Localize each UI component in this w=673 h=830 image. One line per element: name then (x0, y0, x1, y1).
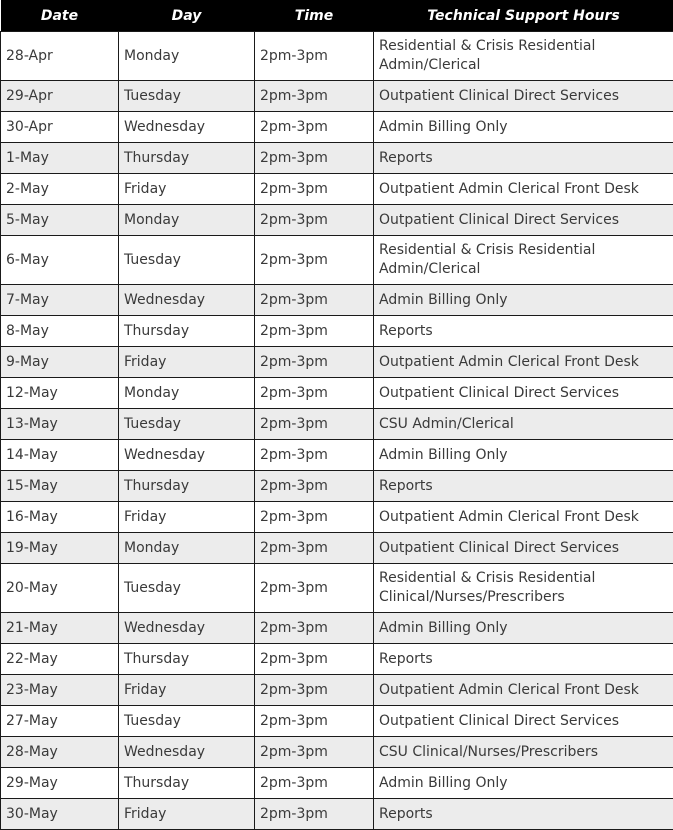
support-hours-cell: Admin Billing Only (374, 768, 673, 799)
table-row (1, 440, 673, 471)
day-cell: Friday (119, 174, 255, 205)
support-hours-cell: Outpatient Clinical Direct Services (374, 706, 673, 737)
table-row (1, 675, 673, 706)
day-column-header: Day (119, 0, 255, 32)
table-row (1, 143, 673, 174)
day-cell: Tuesday (119, 564, 255, 613)
support-hours-cell: Reports (374, 316, 673, 347)
date-cell: 29-May (1, 768, 119, 799)
support-hours-cell: Outpatient Clinical Direct Services (374, 378, 673, 409)
support-hours-cell: Outpatient Admin Clerical Front Desk (374, 347, 673, 378)
table-row (1, 799, 673, 830)
support-hours-cell: Residential & Crisis Residential Admin/Clerical (374, 236, 673, 285)
time-cell: 2pm-3pm (255, 799, 374, 830)
date-cell: 14-May (1, 440, 119, 471)
date-cell: 16-May (1, 502, 119, 533)
day-cell: Wednesday (119, 285, 255, 316)
date-cell: 30-May (1, 799, 119, 830)
table-body (1, 32, 673, 830)
day-cell: Friday (119, 799, 255, 830)
time-cell: 2pm-3pm (255, 236, 374, 285)
day-cell: Friday (119, 347, 255, 378)
table-row (1, 316, 673, 347)
date-cell: 23-May (1, 675, 119, 706)
table-row (1, 112, 673, 143)
time-cell: 2pm-3pm (255, 143, 374, 174)
day-cell: Wednesday (119, 737, 255, 768)
date-cell: 8-May (1, 316, 119, 347)
day-cell: Thursday (119, 143, 255, 174)
support-hours-cell: Outpatient Admin Clerical Front Desk (374, 174, 673, 205)
time-cell: 2pm-3pm (255, 564, 374, 613)
day-cell: Thursday (119, 768, 255, 799)
table-row (1, 205, 673, 236)
day-cell: Wednesday (119, 112, 255, 143)
time-cell: 2pm-3pm (255, 440, 374, 471)
support-hours-cell: CSU Clinical/Nurses/Prescribers (374, 737, 673, 768)
support-hours-cell: Outpatient Admin Clerical Front Desk (374, 675, 673, 706)
table-row (1, 706, 673, 737)
support-hours-cell: Outpatient Clinical Direct Services (374, 205, 673, 236)
date-cell: 19-May (1, 533, 119, 564)
support-hours-cell: Outpatient Admin Clerical Front Desk (374, 502, 673, 533)
date-cell: 15-May (1, 471, 119, 502)
table-row (1, 564, 673, 613)
day-cell: Monday (119, 533, 255, 564)
date-cell: 27-May (1, 706, 119, 737)
table-row (1, 644, 673, 675)
support-hours-cell: Admin Billing Only (374, 440, 673, 471)
time-cell: 2pm-3pm (255, 675, 374, 706)
time-cell: 2pm-3pm (255, 378, 374, 409)
day-cell: Tuesday (119, 706, 255, 737)
date-cell: 6-May (1, 236, 119, 285)
date-cell: 29-Apr (1, 81, 119, 112)
table-row (1, 236, 673, 285)
table-header (1, 0, 673, 32)
support-hours-cell: Reports (374, 799, 673, 830)
support-hours-column-header: Technical Support Hours (374, 0, 673, 32)
date-column-header: Date (1, 0, 119, 32)
day-cell: Friday (119, 502, 255, 533)
support-hours-cell: Admin Billing Only (374, 112, 673, 143)
support-hours-cell: Admin Billing Only (374, 285, 673, 316)
date-cell: 20-May (1, 564, 119, 613)
support-hours-cell: Reports (374, 471, 673, 502)
date-cell: 28-May (1, 737, 119, 768)
time-cell: 2pm-3pm (255, 706, 374, 737)
day-cell: Wednesday (119, 440, 255, 471)
table-row (1, 471, 673, 502)
time-cell: 2pm-3pm (255, 205, 374, 236)
date-cell: 22-May (1, 644, 119, 675)
date-cell: 9-May (1, 347, 119, 378)
date-cell: 5-May (1, 205, 119, 236)
table-row (1, 768, 673, 799)
time-cell: 2pm-3pm (255, 285, 374, 316)
time-cell: 2pm-3pm (255, 174, 374, 205)
date-cell: 2-May (1, 174, 119, 205)
time-cell: 2pm-3pm (255, 347, 374, 378)
table-row (1, 32, 673, 81)
time-cell: 2pm-3pm (255, 112, 374, 143)
day-cell: Wednesday (119, 613, 255, 644)
day-cell: Tuesday (119, 409, 255, 440)
date-cell: 30-Apr (1, 112, 119, 143)
support-hours-cell: Outpatient Clinical Direct Services (374, 81, 673, 112)
date-cell: 12-May (1, 378, 119, 409)
support-hours-cell: Outpatient Clinical Direct Services (374, 533, 673, 564)
day-cell: Tuesday (119, 236, 255, 285)
time-cell: 2pm-3pm (255, 613, 374, 644)
time-cell: 2pm-3pm (255, 409, 374, 440)
table-row (1, 409, 673, 440)
support-hours-cell: Reports (374, 644, 673, 675)
day-cell: Thursday (119, 316, 255, 347)
support-hours-cell: Admin Billing Only (374, 613, 673, 644)
time-cell: 2pm-3pm (255, 32, 374, 81)
header-row (1, 0, 673, 32)
support-hours-cell: CSU Admin/Clerical (374, 409, 673, 440)
day-cell: Tuesday (119, 81, 255, 112)
support-hours-cell: Residential & Crisis Residential Clinical/Nurses/Prescribers (374, 564, 673, 613)
table-row (1, 613, 673, 644)
support-hours-cell: Reports (374, 143, 673, 174)
day-cell: Thursday (119, 644, 255, 675)
time-cell: 2pm-3pm (255, 502, 374, 533)
time-cell: 2pm-3pm (255, 316, 374, 347)
table-row (1, 81, 673, 112)
time-column-header: Time (255, 0, 374, 32)
date-cell: 13-May (1, 409, 119, 440)
day-cell: Monday (119, 378, 255, 409)
table-row (1, 174, 673, 205)
date-cell: 1-May (1, 143, 119, 174)
time-cell: 2pm-3pm (255, 533, 374, 564)
day-cell: Thursday (119, 471, 255, 502)
table-row (1, 378, 673, 409)
time-cell: 2pm-3pm (255, 644, 374, 675)
date-cell: 28-Apr (1, 32, 119, 81)
date-cell: 7-May (1, 285, 119, 316)
day-cell: Monday (119, 32, 255, 81)
time-cell: 2pm-3pm (255, 471, 374, 502)
support-hours-cell: Residential & Crisis Residential Admin/Clerical (374, 32, 673, 81)
day-cell: Monday (119, 205, 255, 236)
time-cell: 2pm-3pm (255, 737, 374, 768)
date-cell: 21-May (1, 613, 119, 644)
time-cell: 2pm-3pm (255, 81, 374, 112)
day-cell: Friday (119, 675, 255, 706)
table-row (1, 285, 673, 316)
table-row (1, 502, 673, 533)
time-cell: 2pm-3pm (255, 768, 374, 799)
table-row (1, 737, 673, 768)
table-row (1, 533, 673, 564)
table-row (1, 347, 673, 378)
